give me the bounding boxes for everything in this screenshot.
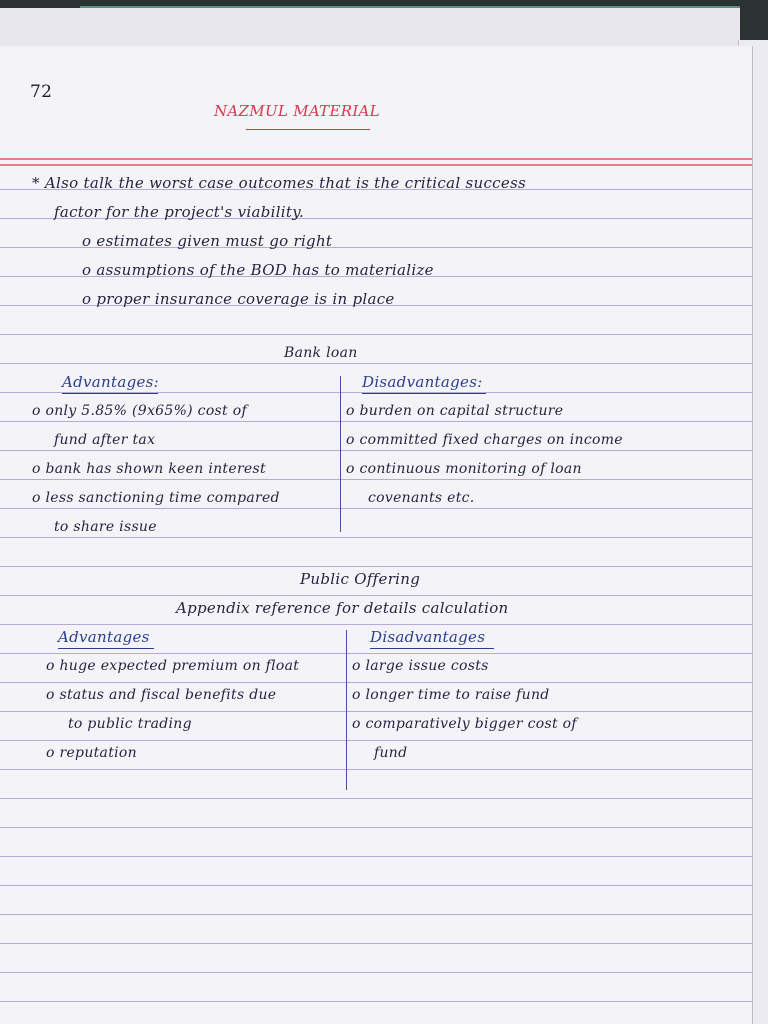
ruled-line xyxy=(0,595,752,596)
public-offering-disadvantage: o longer time to raise fund xyxy=(352,687,550,703)
ruled-line xyxy=(0,711,752,712)
notebook-page xyxy=(0,46,753,1024)
ruled-line xyxy=(0,914,752,915)
page-number: 72 xyxy=(30,82,53,102)
bank-loan-disadvantage: o continuous monitoring of loan xyxy=(346,461,582,477)
ruled-line xyxy=(0,479,752,480)
public-offering-disadvantage: o comparatively bigger cost of xyxy=(352,716,577,732)
public-offering-advantage: o status and fiscal benefits due xyxy=(46,687,277,703)
bank-loan-advantages-label: Advantages: xyxy=(62,373,160,391)
bank-loan-heading: Bank loan xyxy=(284,345,358,361)
ruled-line xyxy=(0,1001,752,1002)
intro-line-2: factor for the project's viability. xyxy=(54,203,305,221)
ruled-line xyxy=(0,624,752,625)
advantages-underline xyxy=(62,393,158,394)
disadvantages-underline xyxy=(362,393,486,394)
ruled-line xyxy=(0,740,752,741)
ruled-line xyxy=(0,450,752,451)
public-offering-column-divider xyxy=(346,630,347,790)
bank-loan-advantage: fund after tax xyxy=(54,432,156,448)
ruled-line xyxy=(0,798,752,799)
public-offering-disadvantage: o large issue costs xyxy=(352,658,489,674)
ruled-line xyxy=(0,972,752,973)
ruled-line xyxy=(0,653,752,654)
intro-line-1: * Also talk the worst case outcomes that is the critical success xyxy=(32,174,527,192)
public-offering-advantages-label: Advantages xyxy=(58,628,150,646)
previous-page-edge xyxy=(0,8,740,49)
ruled-line xyxy=(0,334,752,335)
public-offering-advantage: o huge expected premium on float xyxy=(46,658,300,674)
ruled-line xyxy=(0,566,752,567)
bank-loan-advantage: o bank has shown keen interest xyxy=(32,461,266,477)
intro-bullet: o estimates given must go right xyxy=(82,232,333,250)
ruled-line xyxy=(0,363,752,364)
ruled-line xyxy=(0,827,752,828)
ruled-line xyxy=(0,682,752,683)
bank-loan-advantage: to share issue xyxy=(54,519,157,535)
bank-loan-disadvantage: o committed fixed charges on income xyxy=(346,432,623,448)
bank-loan-disadvantages-label: Disadvantages: xyxy=(362,373,483,391)
bank-loan-advantage: o less sanctioning time compared xyxy=(32,490,280,506)
intro-bullet: o assumptions of the BOD has to materialize xyxy=(82,261,434,279)
ruled-line xyxy=(0,769,752,770)
public-offering-heading: Public Offering xyxy=(300,570,421,588)
advantages-underline xyxy=(58,648,154,649)
public-offering-advantage: to public trading xyxy=(68,716,192,732)
public-offering-subheading: Appendix reference for details calculation xyxy=(176,599,509,617)
public-offering-disadvantage: fund xyxy=(374,745,408,761)
top-margin-line xyxy=(0,158,752,160)
public-offering-disadvantages-label: Disadvantages xyxy=(370,628,486,646)
ruled-line xyxy=(0,421,752,422)
bank-loan-disadvantage: covenants etc. xyxy=(368,490,475,506)
bank-loan-advantage: o only 5.85% (9x65%) cost of xyxy=(32,403,247,419)
public-offering-advantage: o reputation xyxy=(46,745,137,761)
ruled-line xyxy=(0,943,752,944)
bank-loan-disadvantage: o burden on capital structure xyxy=(346,403,564,419)
top-margin-line-2 xyxy=(0,164,752,166)
ruled-line xyxy=(0,537,752,538)
ruled-line xyxy=(0,885,752,886)
title-underline xyxy=(246,129,370,130)
ruled-line xyxy=(0,508,752,509)
ruled-line xyxy=(0,856,752,857)
bank-loan-column-divider xyxy=(340,376,341,532)
page-title: NAZMUL MATERIAL xyxy=(214,102,380,120)
disadvantages-underline xyxy=(370,648,494,649)
intro-bullet: o proper insurance coverage is in place xyxy=(82,290,395,308)
